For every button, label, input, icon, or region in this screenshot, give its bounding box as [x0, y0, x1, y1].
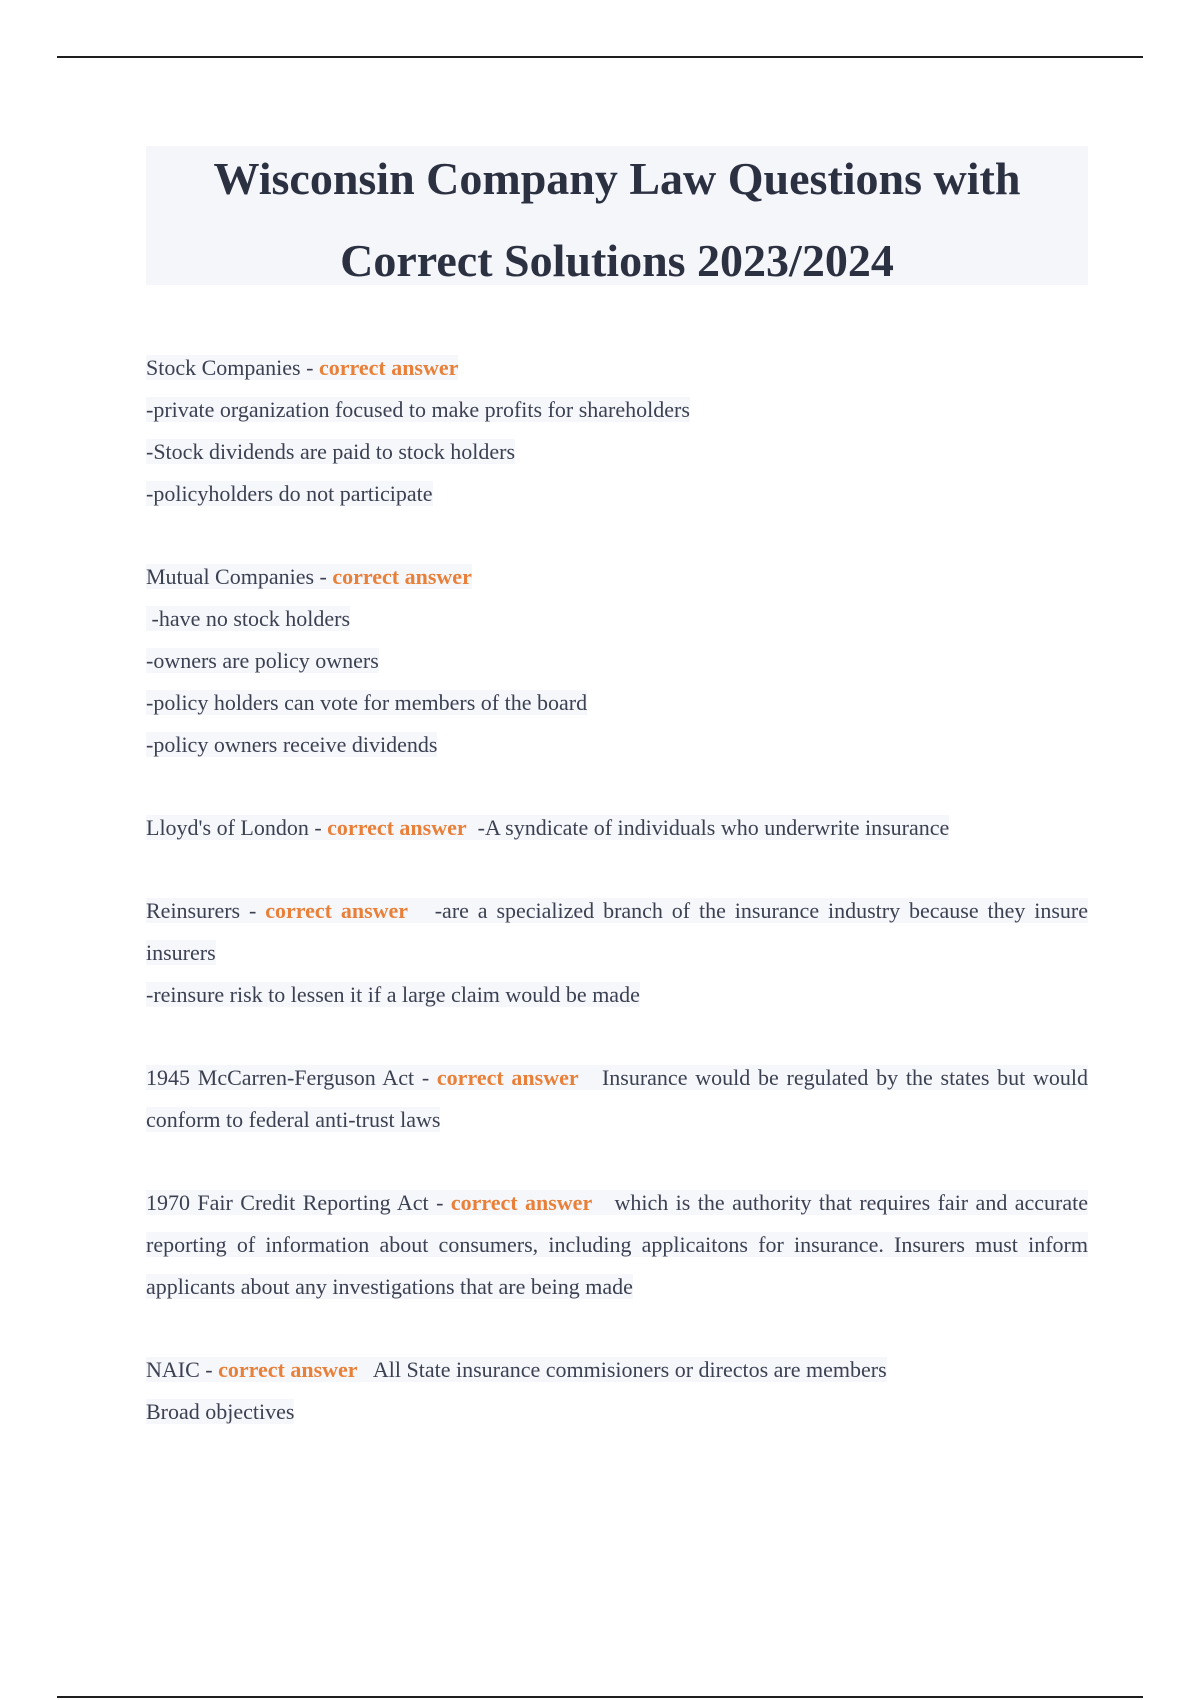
page-title-line-2: Correct Solutions 2023/2024 — [340, 235, 894, 286]
title-block — [146, 146, 1088, 285]
answer-line: -Stock dividends are paid to stock holders — [146, 439, 516, 464]
answer-line: -have no stock holders — [146, 606, 351, 631]
page-title-line-1: Wisconsin Company Law Questions with — [213, 153, 1021, 204]
answer-line: Broad objectives — [146, 1399, 295, 1424]
answer-line: -private organization focused to make profits for shareholders — [146, 397, 690, 422]
qa-entry-fair-credit-reporting-act — [146, 1182, 1088, 1308]
term-fair-credit-reporting-act: 1970 Fair Credit Reporting Act - — [146, 1190, 451, 1215]
term-stock-companies: Stock Companies - — [146, 355, 319, 380]
answer-text: Insurance would be regulated by the states but would conform to federal anti-trust laws — [146, 1065, 1089, 1132]
term-mccarren-ferguson-act: 1945 McCarren-Ferguson Act - — [146, 1065, 437, 1090]
answer-text: which is the authority that requires fair and accurate reporting of information about consumers, including applicaitons for insurance. Insurers must inform applicants about any investigations that are being made — [146, 1190, 1088, 1299]
correct-answer-label: correct answer — [436, 1065, 579, 1090]
answer-text: -A syndicate of individuals who underwrite insurance — [477, 815, 950, 840]
qa-entry-stock-companies — [146, 347, 1088, 515]
answer-text: All State insurance commisioners or directos are members — [372, 1357, 887, 1382]
correct-answer-label: correct answer — [332, 564, 472, 589]
term-lloyds-of-london: Lloyd's of London - — [146, 815, 328, 840]
qa-entry-mccarren-ferguson-act — [146, 1057, 1088, 1141]
answer-text: -are a specialized branch of the insurance industry because they insure insurers — [146, 898, 1089, 965]
qa-entry-lloyds-of-london — [146, 807, 1088, 849]
term-reinsurers: Reinsurers - — [146, 898, 266, 923]
top-rule — [57, 56, 1143, 58]
answer-line: -reinsure risk to lessen it if a large claim would be made — [146, 982, 640, 1007]
answer-line: -policy holders can vote for members of the board — [146, 690, 588, 715]
term-naic: NAIC - — [146, 1357, 219, 1382]
qa-list — [146, 347, 1088, 1474]
answer-line: -policy owners receive dividends — [146, 732, 438, 757]
correct-answer-label: correct answer — [218, 1357, 358, 1382]
bottom-rule — [57, 1696, 1143, 1698]
term-mutual-companies: Mutual Companies - — [146, 564, 333, 589]
qa-entry-reinsurers — [146, 890, 1088, 1016]
correct-answer-label: correct answer — [318, 355, 459, 380]
answer-line: -policyholders do not participate — [146, 481, 433, 506]
answer-line: -owners are policy owners — [146, 648, 379, 673]
correct-answer-label: correct answer — [265, 898, 409, 923]
qa-entry-mutual-companies — [146, 556, 1088, 766]
correct-answer-label: correct answer — [450, 1190, 593, 1215]
correct-answer-label: correct answer — [327, 815, 467, 840]
qa-entry-naic — [146, 1349, 1088, 1433]
